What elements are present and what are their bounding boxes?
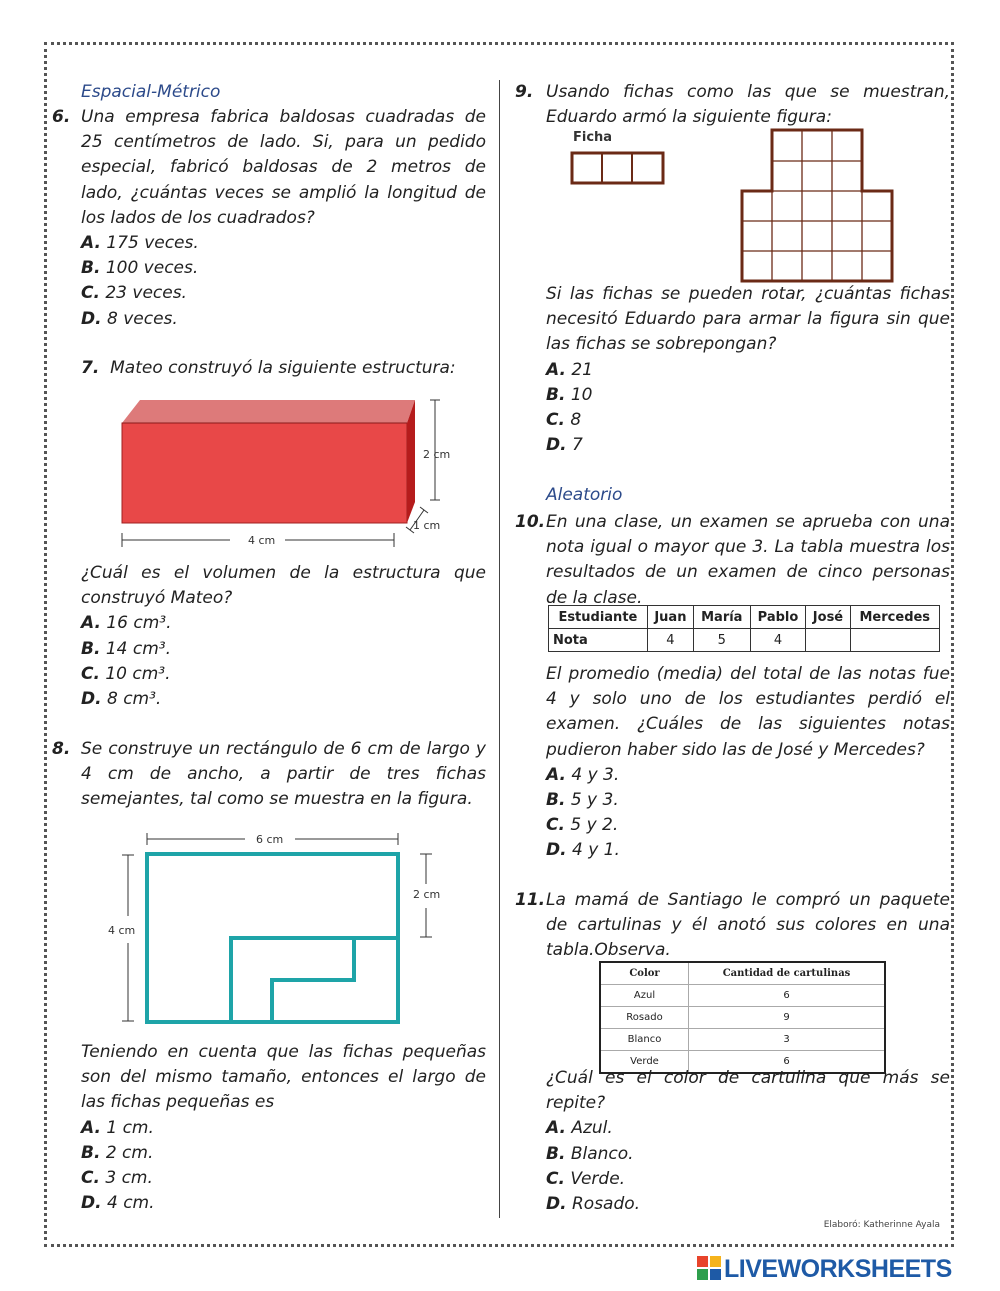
table-cell-jose [806,629,850,652]
table-header-cell: Pablo [750,606,806,629]
question-7-body [50,561,486,712]
table-row [549,629,940,652]
q8-line: 4 cm de ancho, a partir de tres fichas [81,764,486,785]
question-7 [50,356,486,381]
q11-line: La mamá de Santiago le compró un paquete [546,890,950,910]
question-10 [515,510,950,611]
table-header-cell: Estudiante [549,606,648,629]
table-header-cell: Cantidad de cartulinas [689,962,886,985]
q6-line: Una empresa fabrica baldosas cuadradas de [81,107,486,127]
q6-option-c[interactable]: C. 23 veces. [81,283,187,304]
q7-depth-label: 1 cm [413,519,441,532]
author-credit: Elaboró: Katherinne Ayala [823,1220,940,1230]
q11-after-line: repite? [546,1093,606,1114]
q11-after-line: ¿Cuál es el color de cartulina que más se [546,1068,950,1088]
q8-after-line: Teniendo en cuenta que las fichas pequeñas [81,1042,486,1062]
table-cell: Nota [549,629,648,652]
q6-option-d[interactable]: D. 8 veces. [81,308,178,329]
question-9-body [515,282,950,509]
q6-line: 25 centímetros de lado. Si, para un pedido [81,132,486,153]
q9-after-line: necesitó Eduardo para armar la figura sin que [546,309,950,330]
q11-option-a[interactable]: A. Azul. [546,1118,613,1139]
question-11 [515,888,950,964]
table-header-cell: Juan [647,606,693,629]
table-cell: 9 [689,1007,886,1029]
table-cell: 4 [647,629,693,652]
q8-number: 8. [52,739,71,759]
table-header-cell: Mercedes [850,606,939,629]
q6-option-b[interactable]: B. 100 veces. [81,258,199,279]
q9-line: Eduardo armó la siguiente figura: [546,107,832,128]
q11-number: 11. [515,890,546,910]
q8-option-d[interactable]: D. 4 cm. [81,1193,155,1214]
q7-height-label: 2 cm [423,448,451,461]
question-11-body [515,1066,950,1217]
q9-ficha-label: Ficha [573,130,613,145]
table-cell: Verde [600,1051,689,1074]
q10-line: nota igual o mayor que 3. La tabla muestra los [546,537,950,558]
q10-after-line: examen. ¿Cuáles de las siguientes notas [546,714,950,735]
question-9 [515,80,950,130]
q6-line: los lados de los cuadrados? [81,207,315,228]
q11-colors-table [599,961,886,1074]
q7-line: ¿Cuál es el volumen de la estructura que [81,563,486,583]
table-row [600,962,885,985]
q10-after-line: El promedio (media) del total de las notas fue [546,664,950,684]
q11-option-b[interactable]: B. Blanco. [546,1143,634,1164]
q10-line: de la clase. [546,587,643,608]
column-divider [499,80,500,1218]
q6-number: 6. [52,107,71,127]
q10-number: 10. [515,512,546,532]
table-header-cell: Color [600,962,689,985]
q10-option-b[interactable]: B. 5 y 3. [546,790,619,811]
left-column [50,80,486,105]
liveworksheets-logo-text: LIVEWORKSHEETS [724,1255,952,1283]
q7-option-c[interactable]: C. 10 cm³. [81,663,171,684]
table-cell: Rosado [600,1007,689,1029]
q7-prism-figure [110,390,460,550]
q7-length-label: 4 cm [248,534,276,547]
q9-option-b[interactable]: B. 10 [546,384,593,405]
q8-option-c[interactable]: C. 3 cm. [81,1168,153,1189]
table-cell: 5 [694,629,751,652]
table-header-cell: María [694,606,751,629]
q11-option-c[interactable]: C. Verde. [546,1168,626,1189]
q7-option-d[interactable]: D. 8 cm³. [81,689,162,710]
q9-tiles-figure [565,126,905,286]
table-row [549,606,940,629]
q10-grades-table [548,605,940,652]
table-header-cell: José [806,606,850,629]
table-cell: 6 [689,1051,886,1074]
q8-option-a[interactable]: A. 1 cm. [81,1117,154,1138]
question-8-body [50,1040,486,1216]
table-cell: 6 [689,985,886,1007]
q10-option-d[interactable]: D. 4 y 1. [546,840,620,861]
q6-line: lado, ¿cuántas veces se amplió la longitud de [81,182,486,203]
table-cell: 3 [689,1029,886,1051]
q6-option-a[interactable]: A. 175 veces. [81,233,199,254]
q9-after-line: las fichas se sobrepongan? [546,334,777,355]
q9-option-d[interactable]: D. 7 [546,435,583,456]
q10-after-line: 4 y solo uno de los estudiantes perdió el [546,689,950,710]
q10-line: resultados de un examen de cinco personas [546,562,950,583]
table-cell: Blanco [600,1029,689,1051]
section-spatial: Espacial-Métrico [81,82,221,102]
q8-after-line: son del mismo tamaño, entonces el largo de [81,1067,486,1088]
q8-small-label: 2 cm [413,888,441,901]
q8-width-label: 6 cm [256,833,284,846]
q11-option-d[interactable]: D. Rosado. [546,1194,641,1215]
table-cell: 4 [750,629,806,652]
section-random: Aleatorio [546,485,623,506]
q7-prompt: 7. Mateo construyó la siguiente estructura: [81,358,456,378]
question-8 [50,737,486,813]
q10-option-c[interactable]: C. 5 y 2. [546,815,619,836]
q11-line: de cartulinas y él anotó sus colores en una [546,915,950,936]
q9-option-c[interactable]: C. 8 [546,410,582,431]
q10-option-a[interactable]: A. 4 y 3. [546,764,620,785]
q8-option-b[interactable]: B. 2 cm. [81,1142,154,1163]
q8-height-label: 4 cm [108,924,136,937]
table-row [600,1007,885,1029]
question-6 [50,105,486,332]
q11-line: tabla.Observa. [546,940,671,961]
q8-after-line: las fichas pequeñas es [81,1092,275,1113]
q7-option-b[interactable]: B. 14 cm³. [81,638,171,659]
q9-option-a[interactable]: A. 21 [546,359,593,380]
table-cell-mercedes [850,629,939,652]
q8-rectangle-figure [100,828,460,1028]
q7-line: construyó Mateo? [81,588,233,609]
q7-option-a[interactable]: A. 16 cm³. [81,613,172,634]
q7-number: 7. [81,358,100,378]
q9-line: Usando fichas como las que se muestran, [546,82,950,102]
q8-line: Se construye un rectángulo de 6 cm de largo y [81,739,486,759]
q9-number: 9. [515,82,534,102]
q10-after-line: pudieron haber sido las de José y Mercedes? [546,739,925,760]
q10-line: En una clase, un examen se aprueba con una [546,512,950,532]
liveworksheets-logo[interactable] [697,1255,952,1284]
q9-after-line: Si las fichas se pueden rotar, ¿cuántas fichas [546,284,950,304]
q6-line: especial, fabricó baldosas de 2 metros de [81,157,486,178]
liveworksheets-logo-icon [697,1256,721,1280]
question-10-body [515,662,950,864]
table-row [600,1029,885,1051]
q8-line: semejantes, tal como se muestra en la figura. [81,789,473,810]
table-cell: Azul [600,985,689,1007]
table-row [600,985,885,1007]
